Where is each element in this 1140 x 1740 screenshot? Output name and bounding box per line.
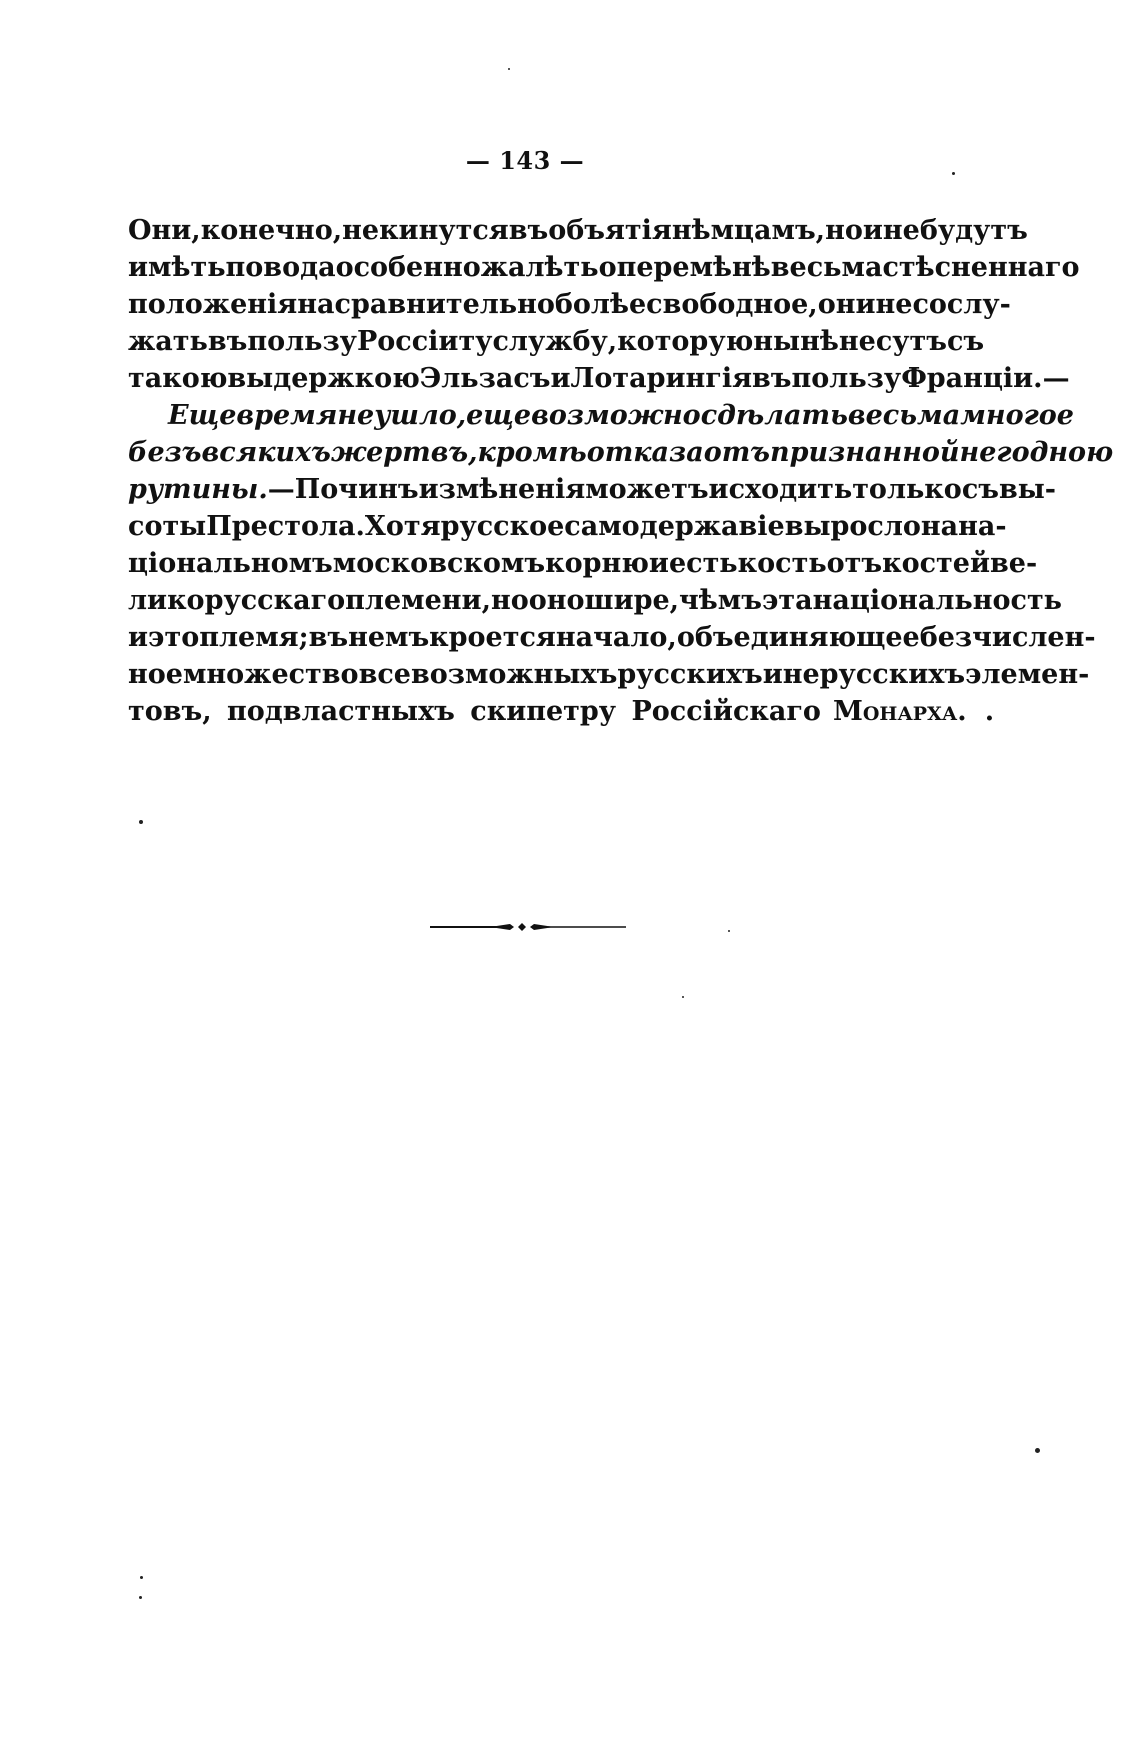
word: только [852,474,962,505]
word: Починъ [294,474,419,505]
speck [1035,1448,1040,1453]
word: эта [761,585,813,616]
text-line [128,434,1114,471]
speck [952,172,955,175]
word: Франціи. [901,363,1043,394]
word: пользу [247,326,357,357]
word: будутъ [919,215,1028,246]
word: сослу- [912,289,1011,320]
word: — [1042,363,1070,394]
word: негодною [959,437,1114,468]
word: оно [528,585,585,616]
word: русскихъ [617,659,763,690]
word: болѣе [554,289,647,320]
word: отъ [703,437,770,468]
word: объятія [548,215,672,246]
word: самодержавіе [564,511,785,542]
word: нѣмцамъ, [671,215,826,246]
word: не [882,215,920,246]
text-line [128,508,1007,545]
word: на- [958,511,1007,542]
word: ное [128,659,183,690]
body-text [128,212,1114,730]
word: сравнительно [334,289,555,320]
word: вы- [998,474,1057,505]
word: множество [182,659,359,690]
word: еще [466,400,532,431]
word: повода [225,252,336,283]
word: Лотарингія [570,363,753,394]
page-number: — 143 — [465,146,585,175]
word: которую [617,326,754,357]
monarch-small-caps: Монарха. [832,696,967,727]
text-line [128,619,1096,656]
word: въ [207,326,248,357]
word: несутъ [838,326,947,357]
speck [139,820,143,824]
text-line [128,249,1080,286]
text-line [128,212,1028,249]
word: въ [508,215,549,246]
word: ушло, [374,400,467,431]
word: о [598,252,617,283]
speck [140,1576,143,1579]
word: племя; [199,622,309,653]
text-line [128,323,985,360]
word: исходить [708,474,853,505]
word: шире, [584,585,680,616]
word: въ [752,363,792,394]
word: не [875,289,913,320]
word: московскомъ [332,548,546,579]
word: и [862,215,883,246]
word: Они, [128,215,201,246]
word: многое [960,400,1074,431]
word: такою [128,363,228,394]
word: Хотя [364,511,441,542]
word: жать [128,326,208,357]
trailing-dot: . [984,696,995,727]
word: и [648,548,669,579]
word: съ [946,326,985,357]
word: соты [128,511,207,542]
word: жалѣть [480,252,599,283]
text-line [128,582,1062,619]
word: Престола. [206,511,365,542]
word: выросло [784,511,921,542]
word: безъ [128,437,202,468]
word: не [342,215,380,246]
text-line [128,656,1090,693]
word: выдержкою [227,363,420,394]
word: возможно [531,400,701,431]
word: кость [737,548,827,579]
word: рутины. [128,474,268,505]
word: кинутся [379,215,509,246]
word: нерусскихъ [782,659,966,690]
word: конечно, [200,215,343,246]
word: Россіи [356,326,459,357]
word: немъ [348,622,430,653]
word: но [825,215,863,246]
word: корню [545,548,649,579]
word: отказа [586,437,704,468]
speck [682,996,684,998]
word: племени, [345,585,491,616]
word: — [267,474,295,505]
paragraph-2 [128,397,1114,730]
word: и [128,622,149,653]
text-line [128,693,995,730]
word: перемѣнѣ [616,252,771,283]
text-line [128,286,1011,323]
word: это [148,622,200,653]
word: особенно [335,252,481,283]
word: отъ [826,548,883,579]
word: нынѣ [753,326,839,357]
word: всевозможныхъ [358,659,618,690]
word: кроется [429,622,556,653]
word: всякихъ [201,437,331,468]
word: Еще [168,400,237,431]
word: Эльзасъ [419,363,551,394]
last-line-text: товъ, подвластныхъ скипетру Россійскаго [128,696,821,727]
word: и [762,659,783,690]
word: измѣненія [418,474,586,505]
word: они [817,289,876,320]
word: признанной [769,437,960,468]
word: элемен- [965,659,1090,690]
word: весьма [770,252,883,283]
word: кромѣ [477,437,587,468]
word: русское [440,511,565,542]
word: весьма [847,400,961,431]
word: пользу [791,363,902,394]
word: жертвъ, [330,437,478,468]
paragraph-1 [128,212,1080,397]
word: въ [308,622,349,653]
word: на [920,511,959,542]
text-line [128,545,1038,582]
word: есть [668,548,738,579]
word: сдѣлать [700,400,848,431]
word: чѣмъ [679,585,762,616]
word: безчислен- [919,622,1096,653]
word: начало, [555,622,677,653]
word: ликорусскаго [128,585,346,616]
word: стѣсненнаго [882,252,1080,283]
word: національность [812,585,1062,616]
ornament-divider [430,920,626,934]
word: съ [961,474,999,505]
text-line [128,397,1074,434]
word: объединяющее [676,622,920,653]
speck [139,1596,142,1599]
word: можетъ [585,474,709,505]
word: на [297,289,335,320]
word: службу, [492,326,618,357]
word: время [236,400,338,431]
word: имѣть [128,252,226,283]
text-line [128,471,1057,508]
speck [508,68,510,70]
word: и [550,363,571,394]
word: свободное, [646,289,818,320]
word: положенія [128,289,298,320]
word: костей [882,548,990,579]
word: ту [458,326,493,357]
word: не [337,400,375,431]
text-line [128,360,1070,397]
word: но [490,585,529,616]
speck [728,930,730,932]
word: ціональномъ [128,548,333,579]
word: ве- [990,548,1038,579]
